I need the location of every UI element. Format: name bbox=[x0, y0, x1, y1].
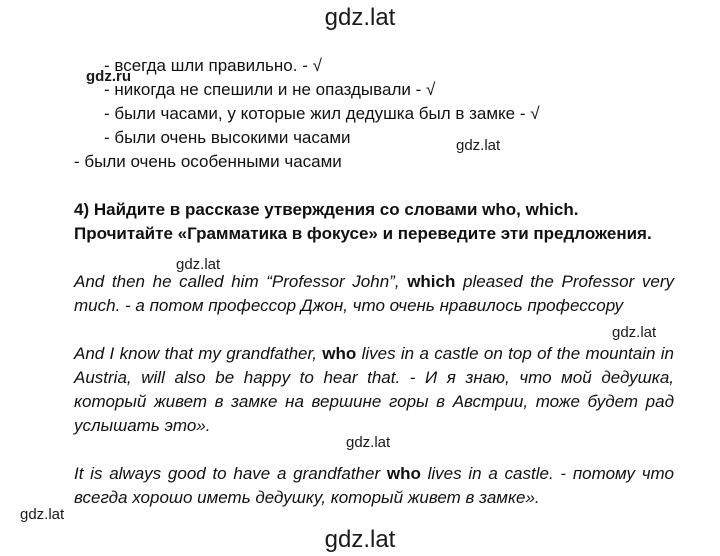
watermark-small-2: gdz.lat bbox=[176, 256, 221, 273]
list-item: - никогда не спешили и не опаздывали - √ bbox=[104, 80, 436, 99]
task-line-2: Прочитайте «Грамматика в фокусе» и переведите эти предложения. bbox=[74, 224, 652, 243]
watermark-gdz-ru: gdz.ru bbox=[86, 68, 131, 85]
paragraph-2 bbox=[74, 342, 674, 438]
paragraph-3 bbox=[74, 462, 674, 510]
paragraph-english: lives in a castle on top of the mountain in Austria, will also be happy to hear that. bbox=[74, 344, 675, 387]
watermark-top: gdz.lat bbox=[324, 4, 396, 31]
watermark-small-1: gdz.lat bbox=[456, 137, 501, 154]
watermark-small-3: gdz.lat bbox=[612, 324, 657, 341]
keyword: who bbox=[386, 464, 421, 483]
paragraph-english: pleased the Professor very much. bbox=[74, 272, 674, 315]
list-item: - всегда шли правильно. - √ bbox=[104, 56, 322, 75]
task-line-1: 4) Найдите в рассказе утверждения со словами who, which. bbox=[74, 200, 579, 219]
keyword: who bbox=[322, 344, 357, 363]
watermark-small-4: gdz.lat bbox=[346, 434, 391, 451]
list-item: - были очень особенными часами bbox=[74, 152, 342, 171]
list-item: - были часами, у которые жил дедушка был в замке - √ bbox=[104, 104, 540, 123]
list-item: - были очень высокими часами bbox=[104, 128, 351, 147]
paragraph-english: lives in a castle. bbox=[420, 464, 554, 483]
paragraph-english: It is always good to have a grandfather bbox=[74, 464, 387, 483]
watermark-small-5: gdz.lat bbox=[20, 506, 65, 523]
paragraph-translation: - И я знаю, что мой дедушка, который живет в замке на вершине горы в Австрии, тоже будет рад услышать это». bbox=[74, 368, 674, 435]
paragraph-1 bbox=[74, 270, 674, 318]
paragraph-translation: - а потом профессор Джон, что очень нравилось профессору bbox=[120, 296, 624, 315]
watermark-bottom: gdz.lat bbox=[324, 526, 396, 553]
paragraph-english: And then he called him “Professor John”, bbox=[74, 272, 408, 291]
paragraph-english: And I know that my grandfather, bbox=[74, 344, 323, 363]
paragraph-translation: - потому что всегда хорошо иметь дедушку, который живет в замке». bbox=[74, 464, 674, 507]
keyword: which bbox=[407, 272, 456, 291]
